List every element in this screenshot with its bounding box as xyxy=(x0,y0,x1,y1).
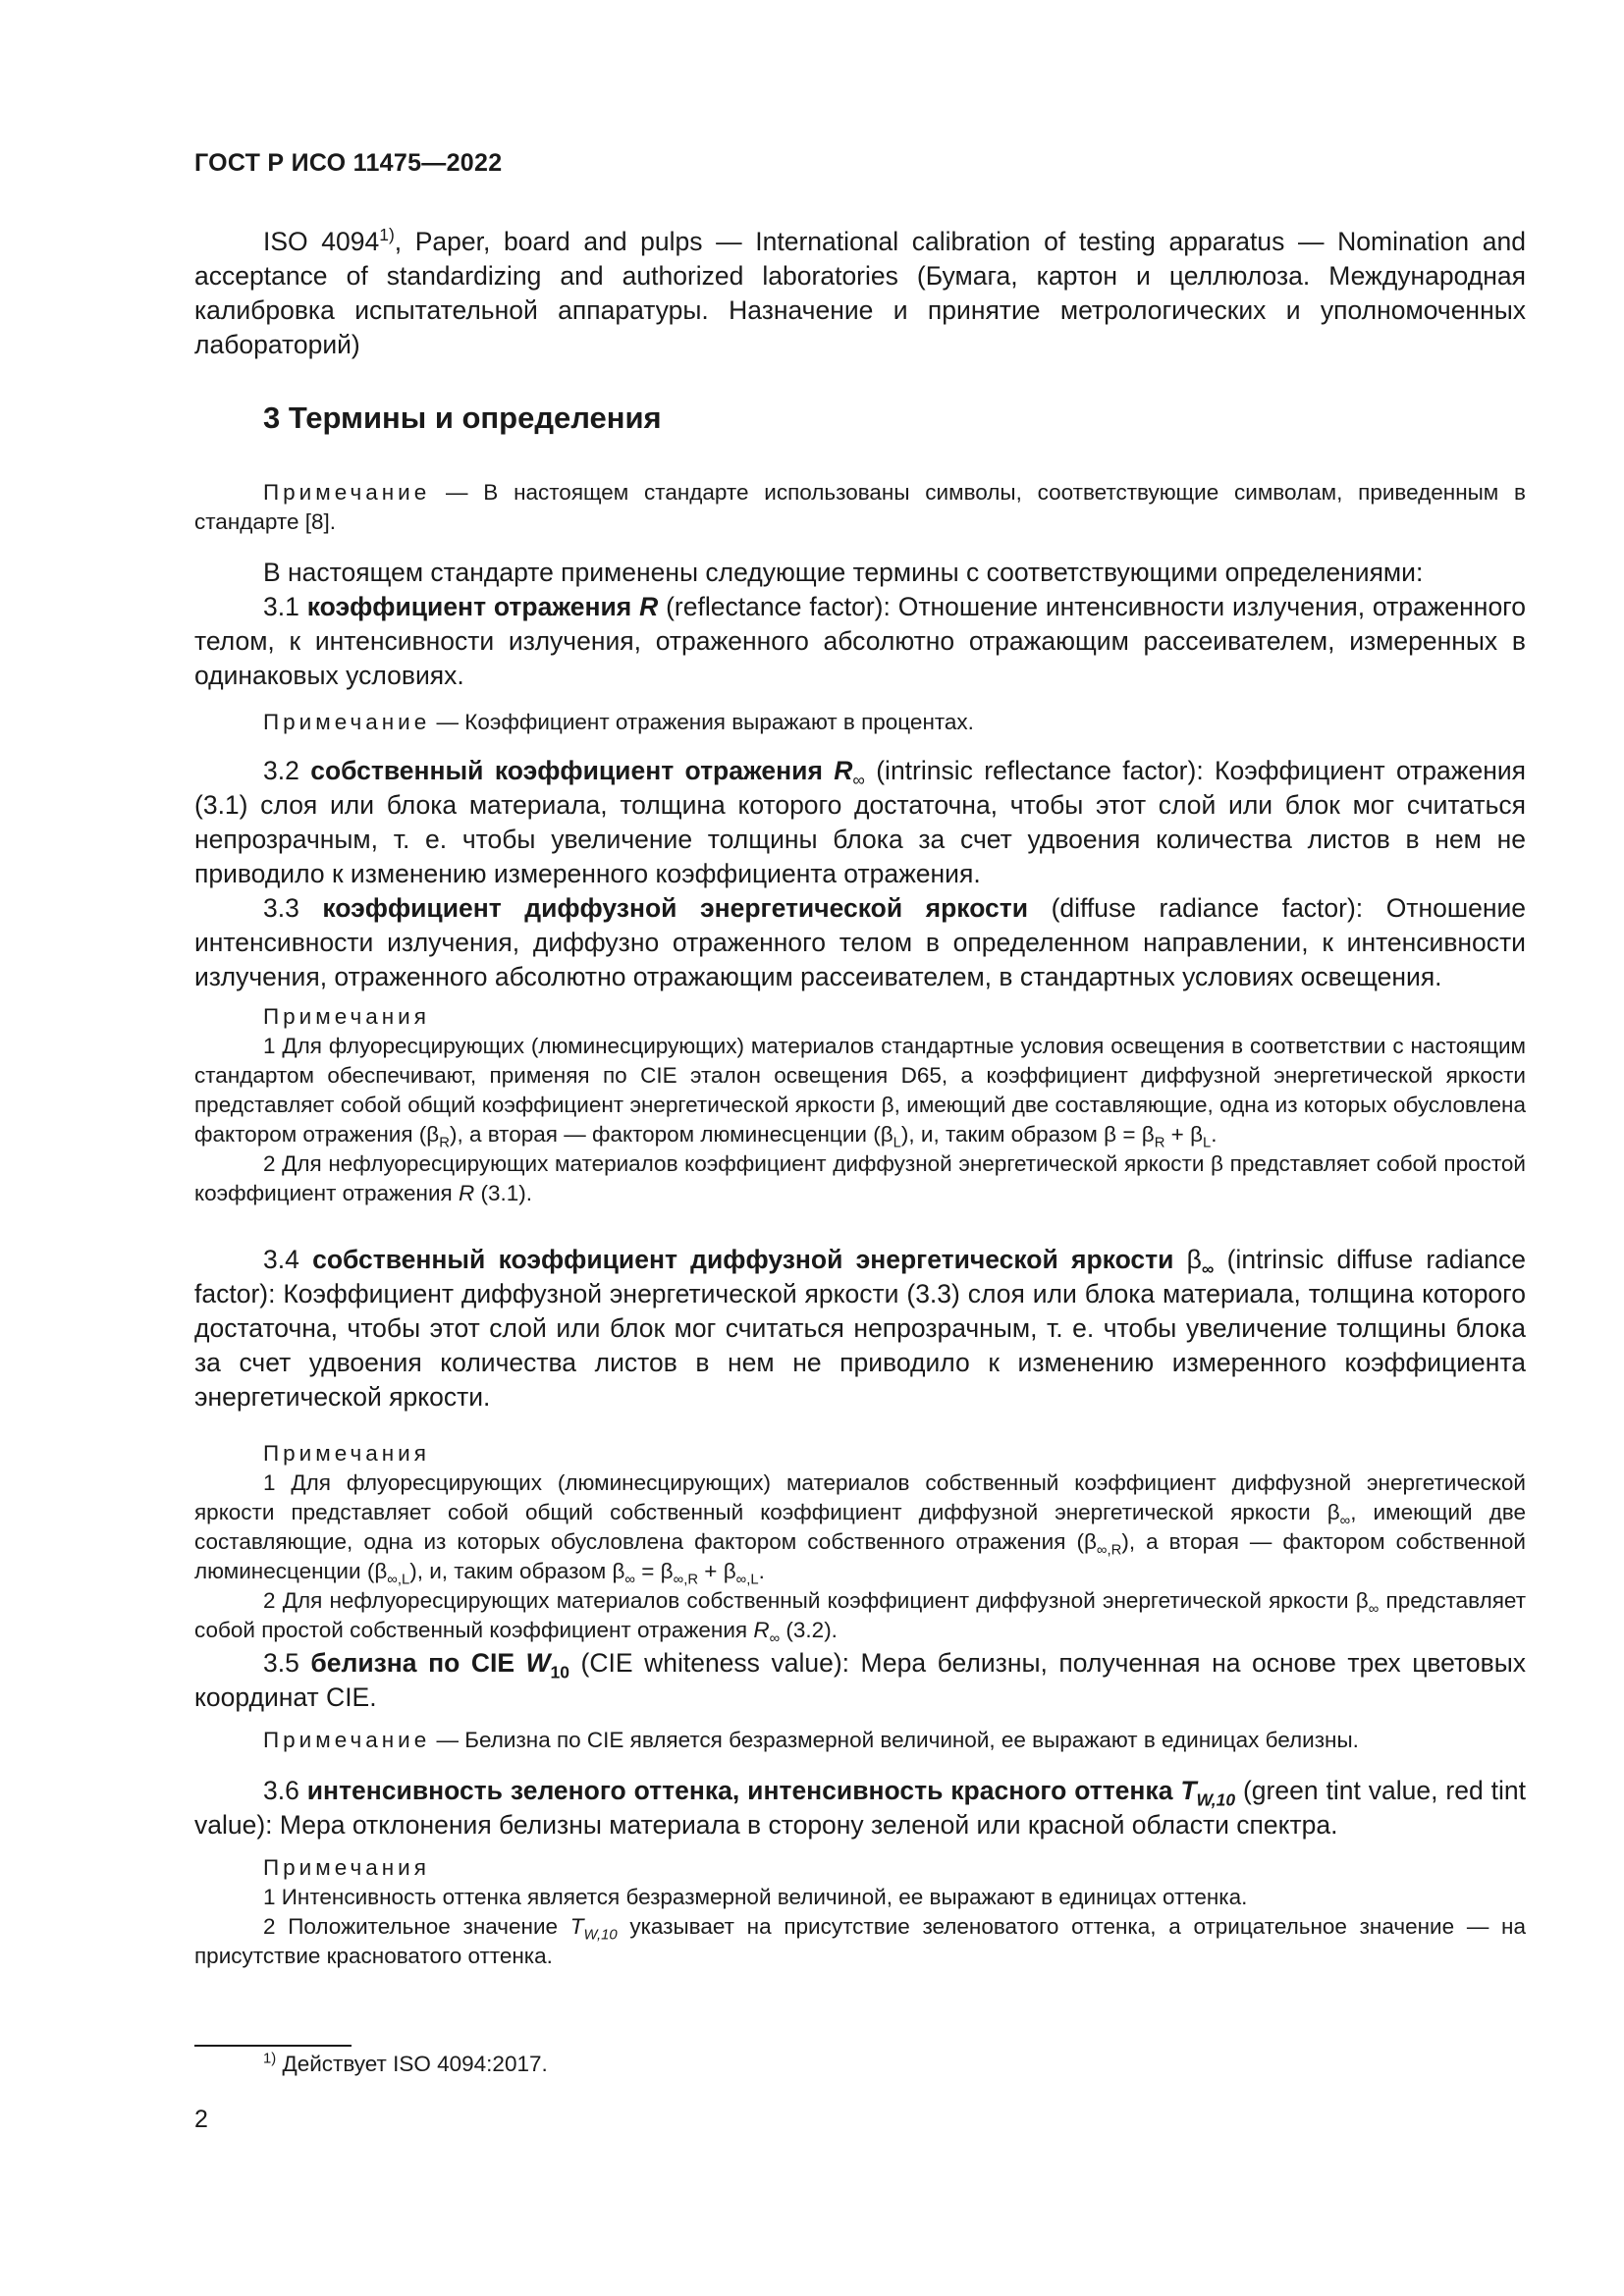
term-3-4 xyxy=(194,1243,1526,1415)
note-label: Примечание xyxy=(263,1728,431,1752)
normative-reference xyxy=(194,225,1526,362)
term-definition: (reflectance factor): Отношение интенсивности излучения, отраженного телом, к интенсивности излучения, отраженного абсолютно отражающим рассеивателем, измеренных в одинаковых условиях. xyxy=(194,592,1526,690)
notes-label: Примечания xyxy=(263,1004,430,1029)
term-3-2 xyxy=(194,754,1526,891)
term-name: интенсивность зеленого оттенка, интенсивность красного оттенка xyxy=(306,1776,1181,1805)
term-name: собственный коэффициент диффузной энергетической яркости xyxy=(312,1245,1187,1274)
term-name: собственный коэффициент отражения xyxy=(310,756,835,785)
reference-paragraph xyxy=(194,225,1526,362)
section-note xyxy=(194,478,1526,537)
reference-code: ISO 4094 xyxy=(263,227,380,256)
terms-block-1 xyxy=(194,556,1526,693)
footnote-marker: 1) xyxy=(379,225,395,245)
note-paragraph xyxy=(194,478,1526,537)
term-3-5 xyxy=(194,1646,1526,1715)
term-symbol: β xyxy=(1186,1245,1202,1274)
page-number: 2 xyxy=(194,2106,208,2133)
term-number: 3.5 xyxy=(263,1648,311,1678)
notes-label: Примечания xyxy=(263,1855,430,1880)
term-3-3-notes xyxy=(194,1002,1526,1208)
note-2: 2 Для нефлуоресцирующих материалов собственный коэффициент диффузной энергетической яркости $\beta_\infty$ представляет собой простой собственный коэффициент отражения $R_\infty$ (3.2). xyxy=(194,1588,1527,1647)
term-symbol: R xyxy=(834,756,853,785)
term-symbol-subscript: ∞ xyxy=(1201,1258,1215,1279)
reference-text: , Paper, board and pulps — International calibration of testing apparatus — Nomination and acceptance of standardizing and authorized laboratories (Бумага, картон и целлюлоза. Международная калибровка испытательной аппаратуры. Назначение и принятие метрологических и уполномоченных лабораторий) xyxy=(194,227,1526,359)
note-2: 2 Для нефлуоресцирующих материалов коэффициент диффузной энергетической яркости β представляет собой простой коэффициент отражения R (3.1). xyxy=(194,1151,1526,1205)
section-title: 3 Термины и определения xyxy=(263,400,662,435)
terms-block-2 xyxy=(194,754,1526,994)
term-definition: (CIE whiteness value): Мера белизны, полученная на основе трех цветовых координат CIE. xyxy=(194,1648,1526,1712)
term-number: 3.4 xyxy=(263,1245,313,1274)
note-text: — Коэффициент отражения выражают в процентах. xyxy=(430,710,974,734)
note-paragraph xyxy=(194,708,1526,737)
term-name: коэффициент отражения xyxy=(306,592,640,621)
term-number: 3.2 xyxy=(263,756,311,785)
term-number: 3.6 xyxy=(263,1776,307,1805)
term-symbol: R xyxy=(639,592,659,621)
footnote-text: Действует ISO 4094:2017. xyxy=(276,2052,548,2076)
document-header: ГОСТ Р ИСО 11475—2022 xyxy=(194,149,503,177)
note-paragraph xyxy=(194,1726,1526,1755)
term-name: белизна по CIE xyxy=(310,1648,526,1678)
term-3-3 xyxy=(194,891,1526,994)
term-symbol-subscript: 10 xyxy=(550,1662,569,1682)
note-1: 1 Для флуоресцирующих (люминесцирующих) материалов собственный коэффициент диффузной энергетической яркости представляет собой общий собственный коэффициент диффузной энергетической яркости $\beta_\infty$, имеющий две составляющие, одна из которых обусловлена фактором собственного отражения $(\beta_{\infty,R})$, а вторая — фактором собственной люминесценции $(\beta_{\infty,L})$, и, таким образом $\beta_\infty = \beta_{\infty,R} + \beta_{\infty,L}$. xyxy=(194,1470,1526,1588)
term-3-5-note xyxy=(194,1726,1526,1755)
note-label: Примечание xyxy=(263,710,431,734)
term-symbol: T xyxy=(1180,1776,1197,1805)
term-3-1 xyxy=(194,590,1526,693)
note-text: — Белизна по CIE является безразмерной величиной, ее выражают в единицах белизны. xyxy=(430,1728,1359,1752)
term-symbol-subscript: W,10 xyxy=(1196,1789,1236,1810)
intro-paragraph: В настоящем стандарте применены следующие термины с соответствующими определениями: xyxy=(263,558,1424,587)
term-3-6-notes xyxy=(194,1853,1526,1971)
note-1: 1 Интенсивность оттенка является безразмерной величиной, ее выражают в единицах оттенка. xyxy=(263,1885,1248,1909)
note-1: 1 Для флуоресцирующих (люминесцирующих) материалов стандартные условия освещения в соответствии с настоящим стандартом обеспечивают, применяя по CIE эталон освещения D65, а коэффициент диффузной энергетической яркости представляет собой общий коэффициент энергетической яркости β, имеющий две составляющие, одна из которых обусловлена фактором отражения $(\beta_R)$, а вторая — фактором люминесценции $(\beta_L)$, и, таким образом $\beta = \beta_R + \beta_L$. xyxy=(194,1034,1526,1151)
note-text: — В настоящем стандарте использованы символы, соответствующие символам, приведенным в стандарте [8]. xyxy=(194,480,1526,534)
footnote xyxy=(263,2052,548,2077)
term-number: 3.3 xyxy=(263,893,323,923)
terms-block-4 xyxy=(194,1646,1526,1715)
term-symbol-subscript: ∞ xyxy=(852,770,865,790)
term-3-6 xyxy=(194,1774,1526,1842)
term-number: 3.1 xyxy=(263,592,307,621)
terms-block-3 xyxy=(194,1243,1526,1415)
term-3-4-notes xyxy=(194,1439,1526,1645)
note-label: Примечание xyxy=(263,480,431,505)
term-definition: (intrinsic reflectance factor): Коэффициент отражения (3.1) слоя или блока материала, толщина которого достаточна, чтобы этот слой или блок мог считаться непрозрачным, т. е. чтобы увеличение толщины блока за счет удвоения количества листов в нем не приводило к изменению измеренного коэффициента отражения. xyxy=(194,756,1527,888)
footnote-marker: 1) xyxy=(263,2051,277,2067)
note-2: 2 Положительное значение $T_{W,10}$ указывает на присутствие зеленоватого оттенка, а отрицательное значение — на присутствие красноватого оттенка. xyxy=(194,1914,1526,1968)
term-name: коэффициент диффузной энергетической яркости xyxy=(322,893,1029,923)
term-definition: (diffuse radiance factor): Отношение интенсивности излучения, диффузно отраженного телом в определенном направлении, к интенсивности излучения, отраженного абсолютно отражающим рассеивателем, в стандартных условиях освещения. xyxy=(194,893,1526,991)
footnote-separator xyxy=(194,2045,352,2047)
term-definition: (intrinsic diffuse radiance factor): Коэффициент диффузной энергетической яркости (3.3) слоя или блока материала, толщина которого достаточна, чтобы этот слой или блок мог считаться непрозрачным, т. е. чтобы увеличение толщины блока за счет удвоения количества листов в нем не приводило к изменению измеренного коэффициента энергетической яркости. xyxy=(194,1245,1526,1412)
term-3-1-note xyxy=(194,708,1526,737)
terms-block-5 xyxy=(194,1774,1526,1842)
term-definition: (green tint value, red tint value): Мера отклонения белизны материала в сторону зеленой или красной области спектра. xyxy=(194,1776,1526,1840)
notes-label: Примечания xyxy=(263,1441,430,1466)
term-symbol: W xyxy=(525,1648,551,1678)
